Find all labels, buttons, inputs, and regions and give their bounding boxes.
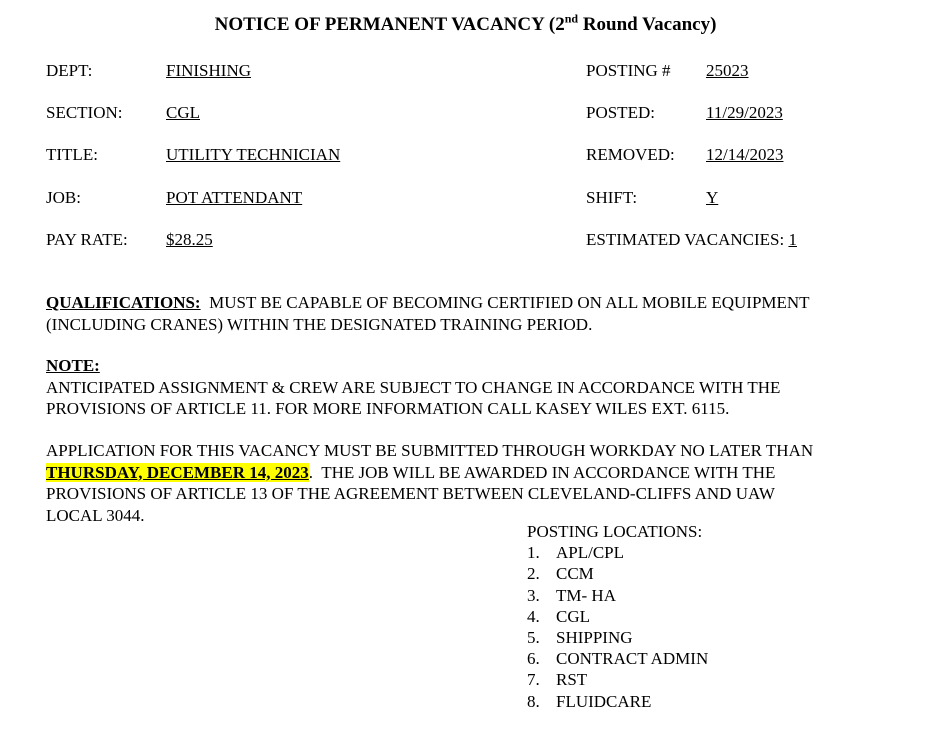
estimated-vacancies-label: ESTIMATED VACANCIES: [586,230,785,249]
posting-number-value: 25023 [706,61,749,80]
list-item [527,627,708,648]
list-item-name: CCM [556,564,594,584]
list-item-name: CONTRACT ADMIN [556,649,709,669]
removed-value: 12/14/2023 [706,145,784,164]
qualifications-line-2: (INCLUDING CRANES) WITHIN THE DESIGNATED TRAINING PERIOD. [46,314,593,334]
qualifications-section [46,292,906,335]
list-item-number: 8. [527,691,540,711]
qualifications-heading: QUALIFICATIONS: [46,293,201,312]
list-item [527,691,708,712]
list-item-name: APL/CPL [556,543,625,563]
list-item-number: 7. [527,670,540,690]
list-item-name: FLUIDCARE [556,691,652,711]
estimated-vacancies-value: 1 [788,230,797,249]
list-item-number: 1. [527,543,540,563]
section-value: CGL [166,103,200,122]
dept-value: FINISHING [166,61,251,80]
list-item [527,648,708,669]
list-item-name: SHIPPING [556,628,633,648]
list-item [527,585,708,606]
dept-label: DEPT: [46,61,93,80]
list-item-name: CGL [556,606,590,626]
note-heading: NOTE: [46,356,100,375]
list-item-name: RST [556,670,588,690]
shift-label: SHIFT: [586,188,638,207]
job-value: POT ATTENDANT [166,188,303,207]
application-line-1: APPLICATION FOR THIS VACANCY MUST BE SUBMITTED THROUGH WORKDAY NO LATER THAN [46,441,814,460]
application-line-2-rest: THE JOB WILL BE AWARDED IN ACCORDANCE WITH THE [313,462,776,482]
list-item-number: 2. [527,564,540,584]
list-item [527,606,708,627]
removed-label: REMOVED: [586,145,675,164]
posting-locations-list [527,521,708,712]
list-item-number: 5. [527,628,540,648]
qualifications-text: MUST BE CAPABLE OF BECOMING CERTIFIED ON ALL MOBILE EQUIPMENT [209,293,810,312]
title-value: UTILITY TECHNICIAN [166,145,341,164]
job-label: JOB: [46,188,81,207]
pay-rate-value: $28.25 [166,230,213,249]
list-item-number: 3. [527,585,540,605]
list-item [527,563,708,584]
title-main: NOTICE OF PERMANENT VACANCY (2 [214,14,565,35]
application-section [46,440,906,526]
list-item-number: 4. [527,606,540,626]
page-title [0,11,931,36]
posted-value: 11/29/2023 [706,103,783,122]
list-item [527,542,708,563]
shift-value: Y [706,188,719,207]
title-suffix: Round Vacancy) [578,14,717,35]
estimated-vacancies [586,230,797,250]
title-label: TITLE: [46,145,98,164]
application-line-4: LOCAL 3044. [46,505,145,525]
pay-rate-label: PAY RATE: [46,230,128,249]
list-item-number: 6. [527,649,540,669]
application-line-2 [46,462,906,484]
title-superscript: nd [564,11,579,26]
deadline-highlight: THURSDAY, DECEMBER 14, 2023 [46,462,309,482]
posting-number-label: POSTING # [586,61,671,80]
posted-label: POSTED: [586,103,655,122]
list-item [527,669,708,690]
note-section [46,355,906,420]
section-label: SECTION: [46,103,123,122]
qualifications-line-1 [46,292,906,314]
list-item-name: TM- HA [556,585,616,605]
deadline-punct: . [308,462,314,482]
note-line-2: PROVISIONS OF ARTICLE 11. FOR MORE INFORMATION CALL KASEY WILES EXT. 6115. [46,399,730,418]
posting-locations-heading: POSTING LOCATIONS: [527,522,703,541]
note-line-1: ANTICIPATED ASSIGNMENT & CREW ARE SUBJECT TO CHANGE IN ACCORDANCE WITH THE [46,377,781,397]
application-line-3: PROVISIONS OF ARTICLE 13 OF THE AGREEMENT BETWEEN CLEVELAND-CLIFFS AND UAW [46,484,775,503]
